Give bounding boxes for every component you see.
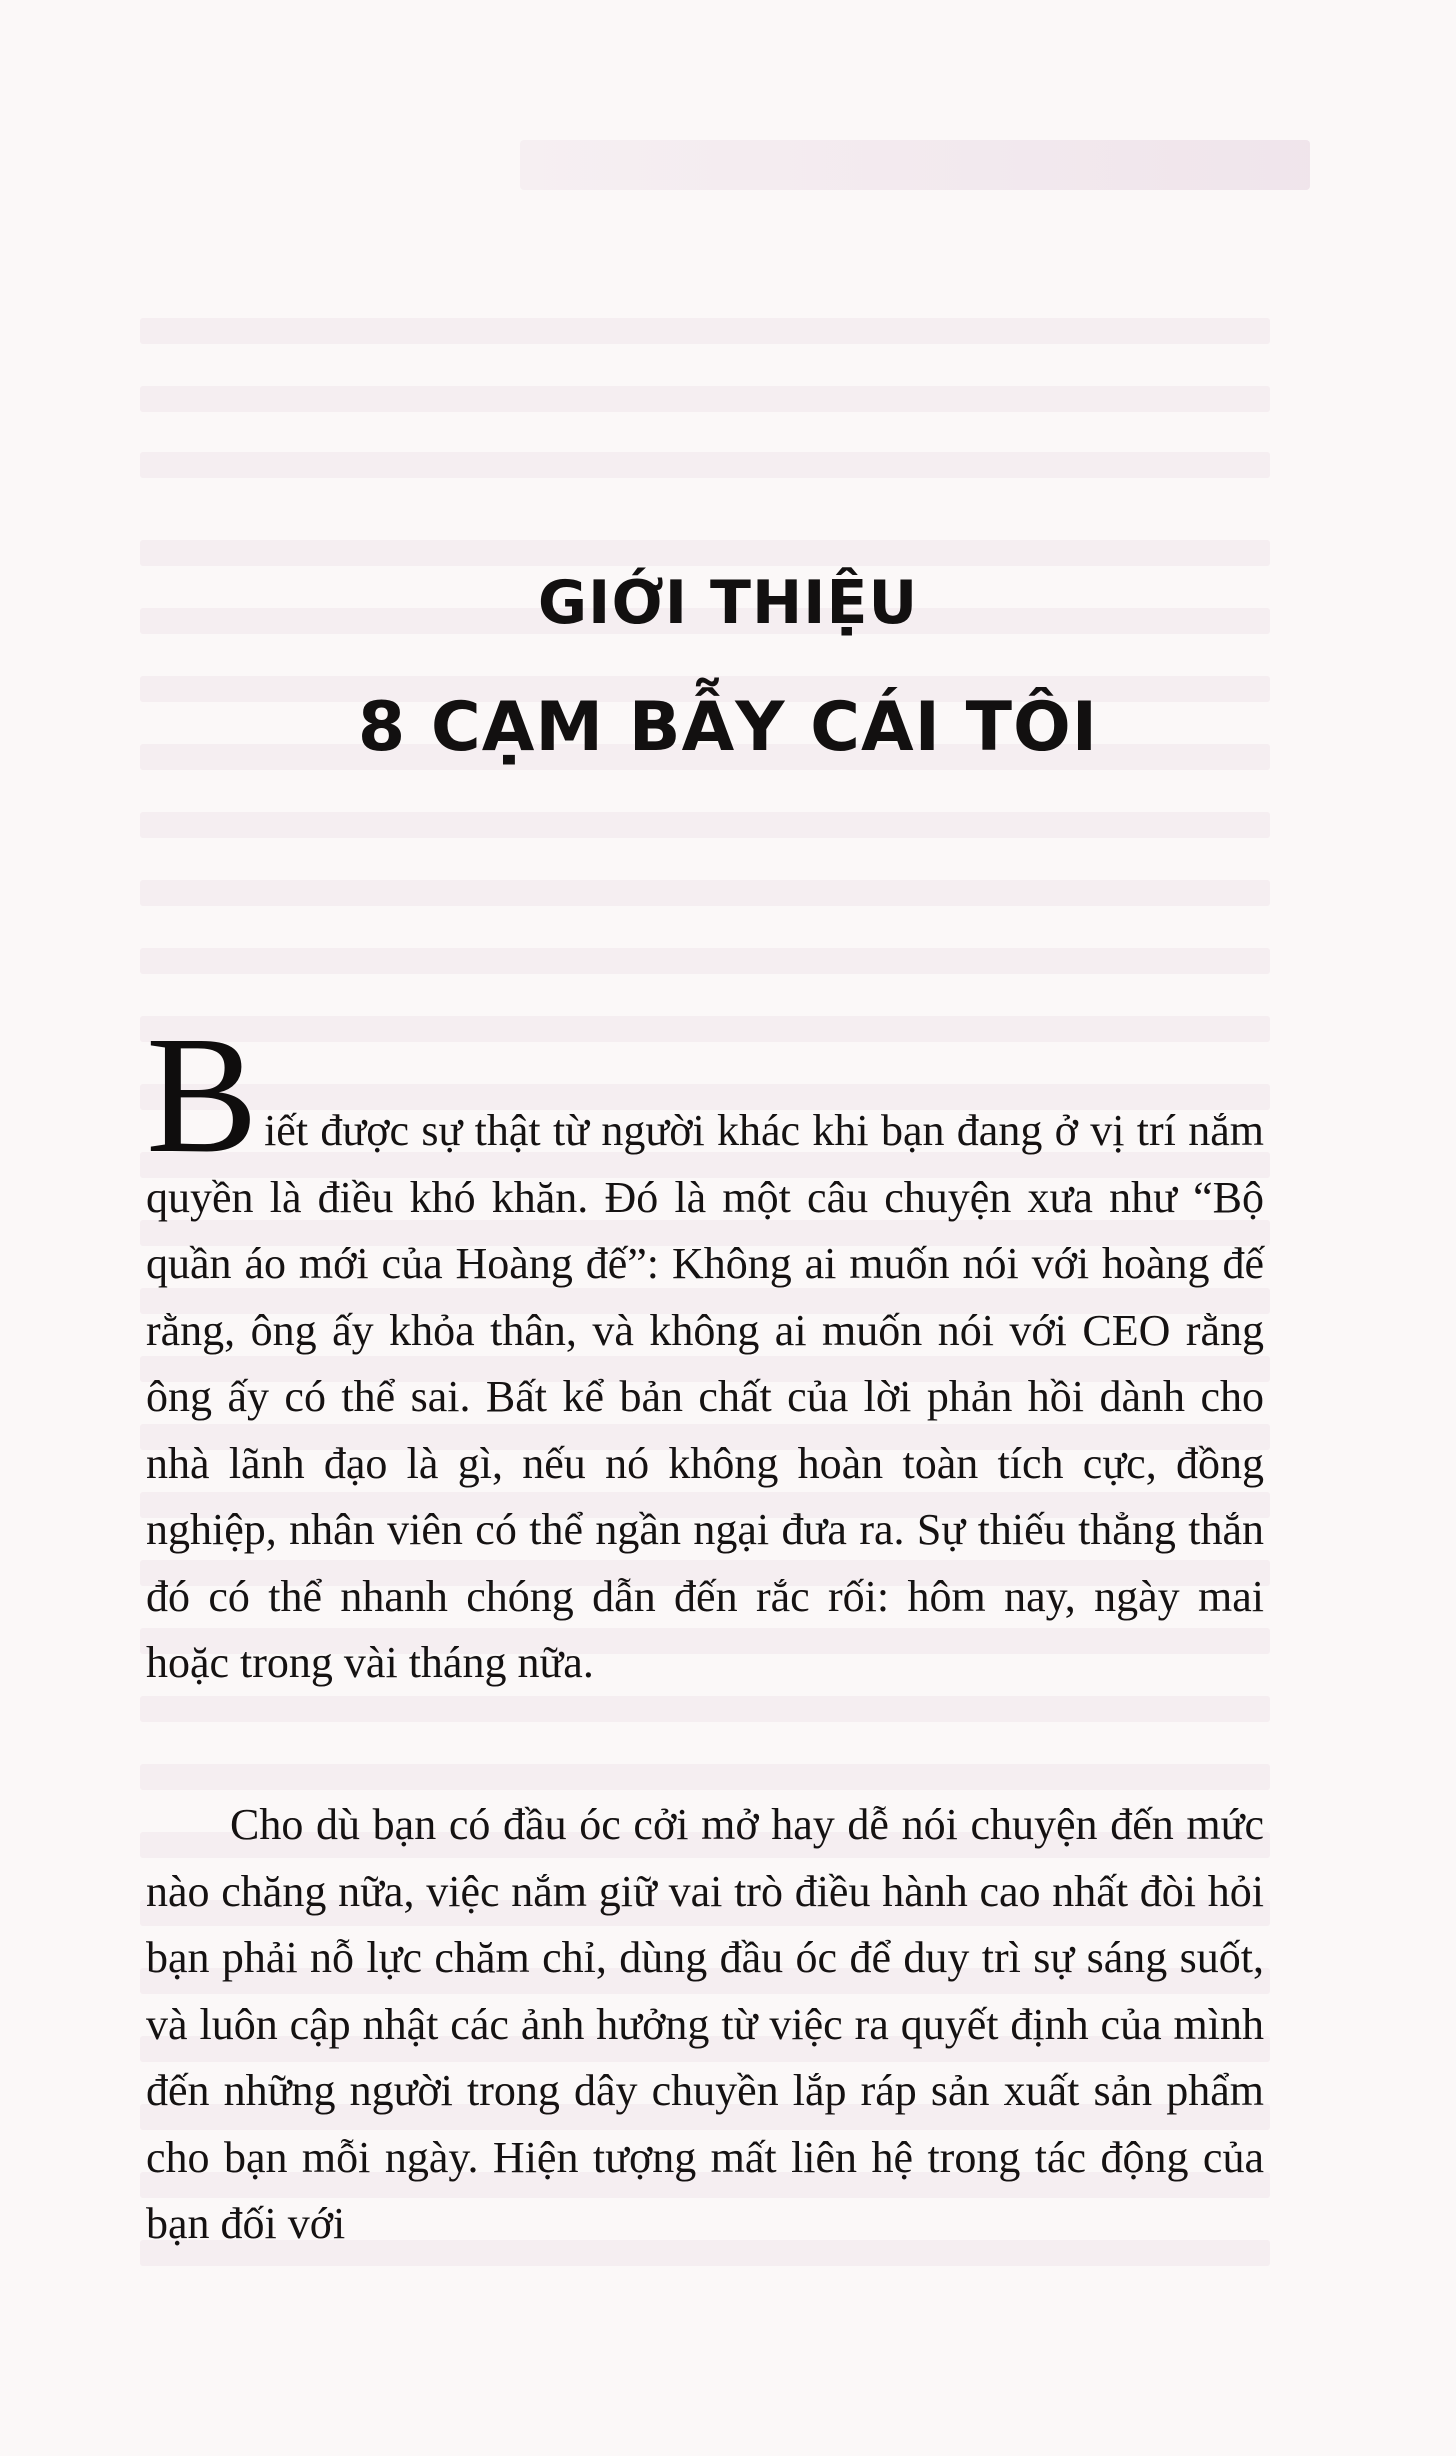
ghost-line — [140, 1016, 1270, 1042]
ghost-line — [140, 318, 1270, 344]
ghost-line — [140, 452, 1270, 478]
body-paragraph-2 — [146, 1792, 1264, 2258]
body-paragraph-1 — [146, 1002, 1264, 1697]
paragraph-1-text: iết được sự thật từ người khác khi bạn đang ở vị trí nắm quyền là điều khó khăn. Đó là một câu chuyện xưa như “Bộ quần áo mới của Hoàng đế”: Không ai muốn nói với hoàng đế rằng, ông ấy khỏa thân, và không ai muốn nói với CEO rằng ông ấy có thể sai. Bất kể bản chất của lời phản hồi dành cho nhà lãnh đạo là gì, nếu nó không hoàn toàn tích cực, đồng nghiệp, nhân viên có thể ngần ngại đưa ra. Sự thiếu thẳng thắn đó có thể nhanh chóng dẫn đến rắc rối: hôm nay, ngày mai hoặc trong vài tháng nữa. — [146, 1106, 1264, 1687]
chapter-title-line-2: 8 CẠM BẪY CÁI TÔI — [357, 688, 1099, 767]
ghost-line — [140, 386, 1270, 412]
ghost-line — [140, 880, 1270, 906]
ghost-line — [140, 948, 1270, 974]
paragraph-2-text: Cho dù bạn có đầu óc cởi mở hay dễ nói chuyện đến mức nào chăng nữa, việc nắm giữ vai trò điều hành cao nhất đòi hỏi bạn phải nỗ lực chăm chỉ, dùng đầu óc để duy trì sự sáng suốt, và luôn cập nhật các ảnh hưởng từ việc ra quyết định của mình đến những người trong dây chuyền lắp ráp sản xuất sản phẩm cho bạn mỗi ngày. Hiện tượng mất liên hệ trong tác động của bạn đối với — [146, 1800, 1264, 2248]
ghost-header — [520, 140, 1310, 190]
chapter-title-line-1: GIỚI THIỆU — [537, 568, 919, 638]
ghost-line — [140, 1764, 1270, 1790]
ghost-line — [140, 1696, 1270, 1722]
ghost-line — [140, 540, 1270, 566]
drop-cap-letter: B — [146, 1002, 259, 1188]
ghost-line — [140, 812, 1270, 838]
